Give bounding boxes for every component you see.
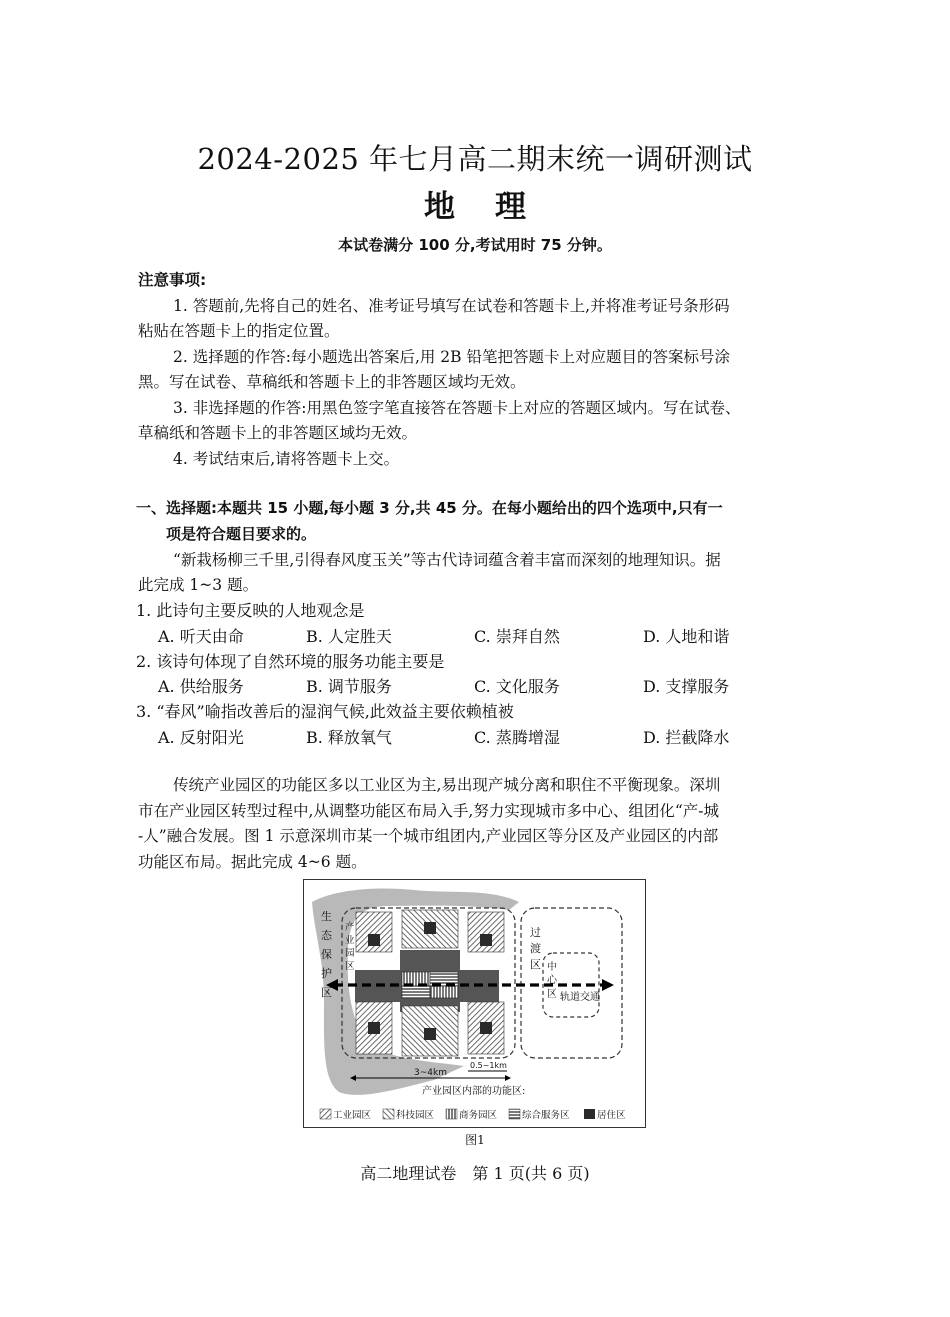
figure-caption: 图1: [465, 1133, 485, 1147]
note-line: 粘贴在答题卡上的指定位置。: [138, 322, 340, 340]
option-c: C. 崇拜自然: [474, 627, 560, 646]
rail-arrow-right: [602, 979, 614, 991]
figure-1: [303, 879, 646, 1128]
legend-swatch-commercial: [446, 1109, 457, 1119]
svg-text:业: 业: [345, 935, 355, 946]
svg-text:区: 区: [547, 989, 557, 1000]
svg-text:园: 园: [345, 948, 355, 959]
passage-line: -人”融合发展。图 1 示意深圳市某一个城市组团内,产业园区等分区及产业园区的内部: [138, 827, 719, 845]
legend-swatch-tech: [383, 1109, 394, 1119]
option-b: B. 释放氧气: [306, 728, 392, 747]
commercial-block: [430, 986, 458, 998]
residential-square: [424, 1028, 436, 1040]
note-line: 3. 非选择题的作答:用黑色签字笔直接答在答题卡上对应的答题区域内。写在试卷、: [173, 399, 741, 417]
dimension-large: 3~4km: [414, 1068, 447, 1078]
option-a: A. 听天由命: [158, 627, 244, 646]
eco-zone-label: [321, 909, 333, 999]
svg-text:生: 生: [321, 910, 332, 923]
legend-swatch-service: [509, 1109, 520, 1119]
option-d: D. 支撑服务: [643, 677, 730, 696]
svg-text:区: 区: [345, 961, 355, 972]
note-line: 黑。写在试卷、草稿纸和答题卡上的非答题区域均无效。: [138, 373, 526, 391]
svg-text:区: 区: [530, 958, 541, 971]
subject-title: 地理: [424, 189, 566, 225]
passage-line: 此完成 1~3 题。: [138, 576, 259, 594]
svg-text:区: 区: [321, 986, 332, 999]
notes-heading: 注意事项:: [138, 271, 207, 289]
option-a: A. 供给服务: [158, 677, 244, 696]
note-line: 草稿纸和答题卡上的非答题区域均无效。: [138, 424, 418, 442]
center-zone-label: [547, 960, 558, 1000]
exam-title: 2024-2025 年七月高二期末统一调研测试: [197, 142, 753, 176]
svg-text:心: 心: [547, 975, 557, 986]
svg-text:保: 保: [321, 948, 332, 961]
dimension-small: 0.5~1km: [470, 1061, 507, 1070]
legend-swatch-residential: [584, 1109, 595, 1119]
svg-text:过: 过: [530, 926, 541, 939]
legend-swatch-industrial: [320, 1109, 331, 1119]
svg-text:科技园区: 科技园区: [396, 1110, 435, 1121]
residential-square: [480, 934, 492, 946]
page-footer: 高二地理试卷 第 1 页(共 6 页): [360, 1164, 590, 1183]
section-heading-cont: 项是符合题目要求的。: [166, 525, 317, 543]
passage-line: “新栽杨柳三千里,引得春风度玉关”等古代诗词蕴含着丰富而深刻的地理知识。据: [173, 551, 721, 569]
residential-square: [480, 1022, 492, 1034]
exam-info: 本试卷满分 100 分,考试用时 75 分钟。: [338, 236, 612, 254]
question-stem: 3. “春风”喻指改善后的湿润气候,此效益主要依赖植被: [136, 702, 514, 721]
option-d: D. 人地和谐: [643, 627, 730, 646]
svg-text:中: 中: [547, 962, 557, 973]
question-stem: 2. 该诗句体现了自然环境的服务功能主要是: [136, 652, 445, 671]
option-b: B. 人定胜天: [306, 627, 392, 646]
note-line: 2. 选择题的作答:每小题选出答案后,用 2B 铅笔把答题卡上对应题目的答案标号涂: [173, 348, 730, 366]
option-c: C. 文化服务: [474, 677, 560, 696]
option-d: D. 拦截降水: [643, 728, 730, 747]
legend: [320, 1109, 626, 1121]
passage-line: 市在产业园区转型过程中,从调整功能区布局入手,努力实现城市多中心、组团化“产-城: [138, 802, 720, 820]
residential-square: [424, 922, 436, 934]
svg-text:产: 产: [345, 922, 355, 933]
svg-text:态: 态: [321, 929, 332, 942]
note-line: 1. 答题前,先将自己的姓名、准考证号填写在试卷和答题卡上,并将准考证号条形码: [173, 297, 730, 315]
question-stem: 1. 此诗句主要反映的人地观念是: [136, 601, 365, 620]
note-line: 4. 考试结束后,请将答题卡上交。: [173, 450, 400, 468]
option-a: A. 反射阳光: [158, 728, 244, 747]
legend-title: 产业园区内部的功能区:: [422, 1086, 526, 1097]
svg-text:工业园区: 工业园区: [333, 1110, 372, 1121]
svg-text:渡: 渡: [530, 942, 541, 955]
svg-text:商务园区: 商务园区: [459, 1110, 498, 1121]
service-block: [402, 986, 430, 998]
transition-zone-label: [530, 925, 541, 971]
passage-line: 功能区布局。据此完成 4~6 题。: [138, 853, 367, 871]
option-c: C. 蒸腾增湿: [474, 728, 560, 747]
section-heading: 一、选择题:本题共 15 小题,每小题 3 分,共 45 分。在每小题给出的四个选项中,只有一: [136, 499, 723, 517]
rail-transit-label: 轨道交通: [560, 992, 600, 1003]
residential-square: [368, 1022, 380, 1034]
residential-square: [368, 934, 380, 946]
svg-text:护: 护: [321, 967, 332, 980]
option-b: B. 调节服务: [306, 677, 392, 696]
svg-text:综合服务区: 综合服务区: [522, 1110, 570, 1121]
svg-text:居住区: 居住区: [597, 1110, 626, 1121]
passage-line: 传统产业园区的功能区多以工业区为主,易出现产城分离和职住不平衡现象。深圳: [173, 776, 721, 794]
